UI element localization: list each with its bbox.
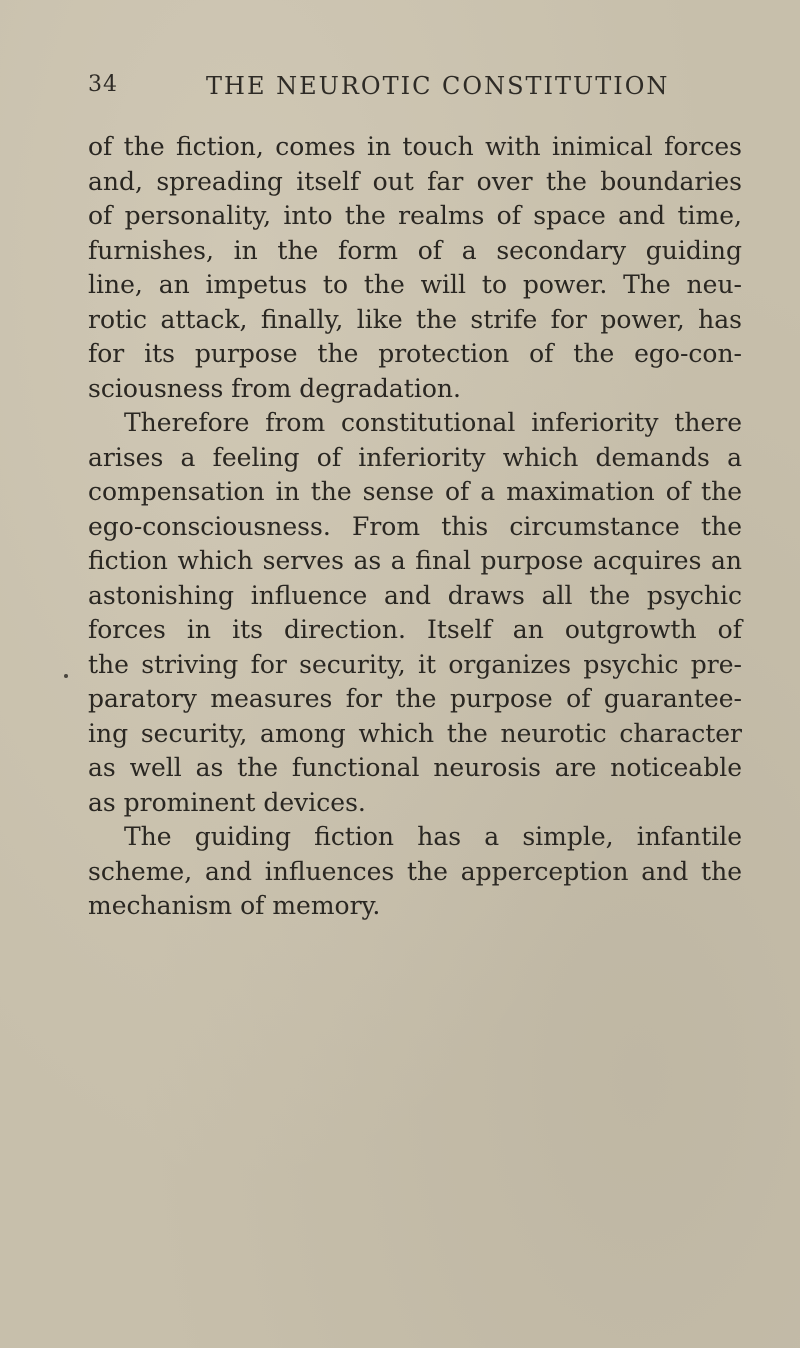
paragraph-start-line: The guiding fiction has a simple, infantile bbox=[124, 822, 742, 851]
body-text bbox=[88, 130, 742, 924]
text-line: compensation in the sense of a maximation of the bbox=[88, 477, 742, 506]
text-line: sciousness from degradation. bbox=[88, 373, 461, 403]
running-head bbox=[88, 72, 688, 106]
text-line: mechanism of memory. bbox=[88, 891, 381, 920]
text-line: scheme, and influences the apperception and the bbox=[88, 856, 742, 886]
page-number: 34 bbox=[88, 72, 118, 97]
running-title: THE NEUROTIC CONSTITUTION bbox=[206, 72, 670, 100]
text-line: for its purpose the protection of the ego-con- bbox=[88, 339, 742, 368]
text-line: rotic attack, finally, like the strife for power, has bbox=[88, 304, 742, 334]
text-line: fiction which serves as a final purpose acquires an bbox=[88, 546, 742, 575]
text-line: furnishes, in the form of a secondary guiding bbox=[88, 235, 742, 265]
text-line: ego-consciousness. From this circumstance the bbox=[88, 511, 742, 541]
text-line: paratory measures for the purpose of guarantee- bbox=[88, 684, 742, 713]
text-line: as well as the functional neurosis are noticeable bbox=[88, 753, 742, 782]
text-line: and, spreading itself out far over the boundaries bbox=[88, 166, 742, 196]
margin-mark bbox=[64, 674, 68, 678]
text-line: arises a feeling of inferiority which demands a bbox=[88, 442, 742, 472]
text-line: line, an impetus to the will to power. The neu- bbox=[88, 270, 742, 299]
text-line: the striving for security, it organizes psychic pre- bbox=[88, 649, 742, 679]
text-line: as prominent devices. bbox=[88, 787, 366, 817]
text-line: forces in its direction. Itself an outgrowth of bbox=[88, 615, 742, 644]
text-line: of the fiction, comes in touch with inimical forces bbox=[88, 132, 742, 161]
paragraph-start-line: Therefore from constitutional inferiority there bbox=[124, 408, 742, 437]
text-line: ing security, among which the neurotic character bbox=[88, 718, 742, 748]
text-line: astonishing influence and draws all the psychic bbox=[88, 580, 742, 610]
text-line: of personality, into the realms of space and time, bbox=[88, 201, 742, 230]
